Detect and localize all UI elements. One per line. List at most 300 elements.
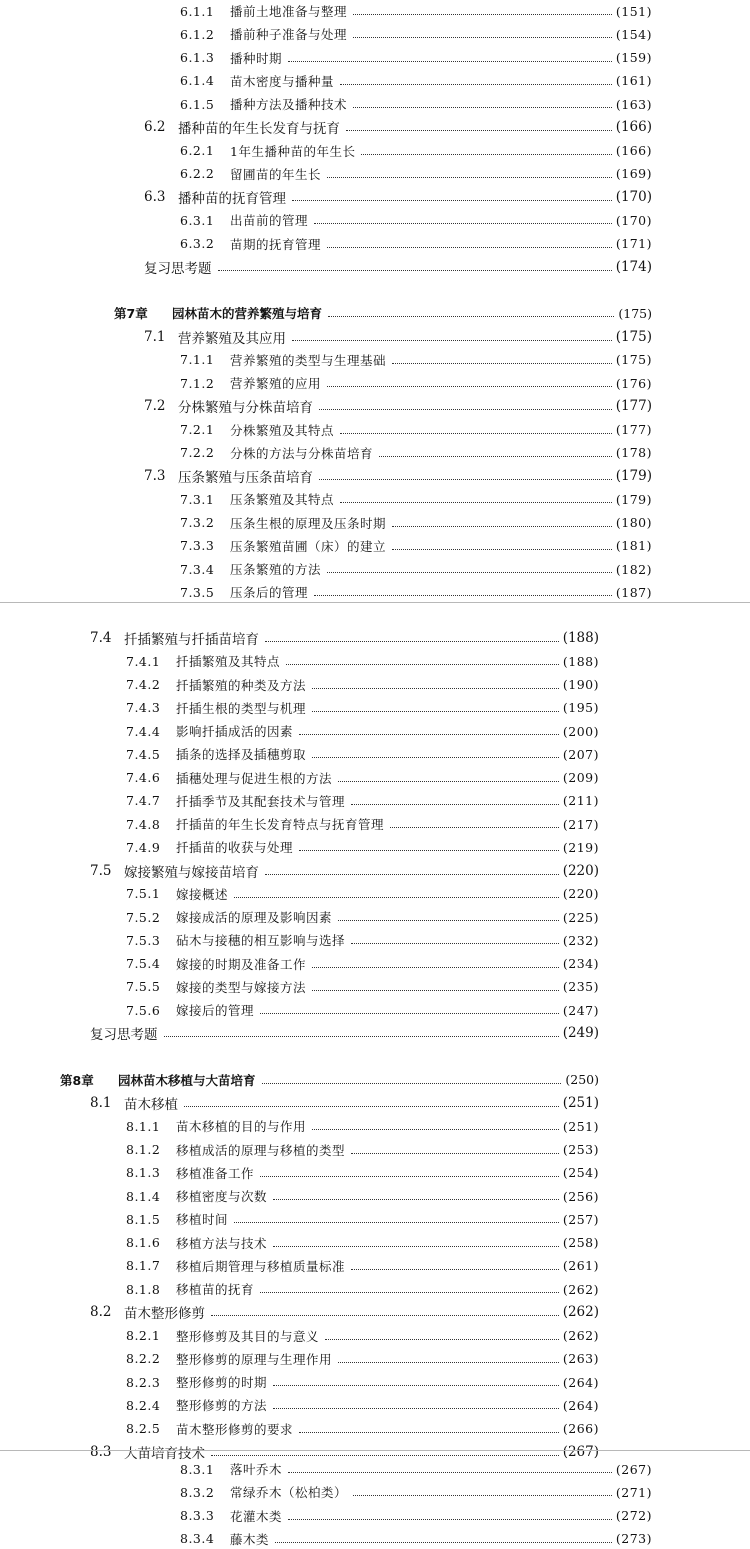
toc-section-entry[interactable]	[90, 1302, 599, 1322]
dot-leader	[327, 246, 612, 248]
toc-entry-page: (177)	[615, 422, 652, 437]
toc-entry-title: 移植成活的原理与移植的类型	[176, 1142, 346, 1158]
toc-entry-page: (178)	[615, 445, 652, 461]
toc-subsection-entry[interactable]	[126, 1326, 599, 1346]
dot-leader	[211, 1454, 559, 1456]
toc-entry-title: 扦插季节及其配套技术与管理	[176, 793, 346, 809]
toc-entry-number: 7.5.4	[126, 956, 161, 971]
toc-entry-page: (188)	[562, 653, 599, 669]
toc-entry-page: (264)	[562, 1374, 599, 1390]
toc-entry-page: (258)	[562, 1235, 599, 1250]
toc-section-entry[interactable]	[90, 861, 599, 881]
toc-entry-title: 分株的方法与分株苗培育	[230, 445, 374, 461]
toc-entry-page: (211)	[562, 793, 599, 809]
toc-entry-number: 8.1.8	[126, 1281, 161, 1297]
toc-entry-number: 7.1	[144, 328, 166, 345]
toc-subsection-entry[interactable]	[126, 768, 599, 788]
toc-entry-number: 7.3	[144, 468, 166, 484]
toc-entry-number: 8.3	[90, 1443, 112, 1460]
toc-entry-title: 苗木移植	[124, 1097, 178, 1113]
dot-leader	[351, 1268, 559, 1270]
dot-leader	[338, 780, 559, 782]
toc-entry-number: 6.2.1	[180, 143, 215, 158]
toc-review-entry[interactable]	[90, 1023, 599, 1043]
dot-leader	[346, 129, 612, 131]
dot-leader	[262, 1082, 562, 1084]
toc-entry-number: 8.2.3	[126, 1374, 161, 1390]
toc-subsection-entry[interactable]	[126, 1000, 599, 1020]
toc-entry-page: (190)	[562, 677, 599, 692]
toc-entry-title: 营养繁殖的应用	[230, 376, 322, 391]
toc-subsection-entry[interactable]	[180, 443, 652, 463]
toc-entry-page: (170)	[615, 212, 652, 228]
dot-leader	[292, 199, 612, 201]
dot-leader	[353, 106, 612, 108]
toc-entry-number: 8.1	[90, 1095, 112, 1111]
toc-section-entry[interactable]	[90, 1093, 599, 1113]
toc-entry-page: (256)	[562, 1188, 599, 1204]
toc-entry-title: 移植时间	[176, 1212, 229, 1228]
toc-entry-number: 7.3.2	[180, 515, 215, 530]
toc-subsection-entry[interactable]	[180, 24, 652, 44]
toc-entry-page: (254)	[562, 1165, 599, 1181]
toc-entry-number: 7.4.9	[126, 839, 161, 855]
toc-entry-title: 营养繁殖的类型与生理基础	[230, 352, 387, 368]
dot-leader	[340, 501, 612, 503]
toc-subsection-entry[interactable]	[180, 536, 652, 556]
toc-entry-title: 常绿乔木（松柏类）	[230, 1485, 348, 1501]
toc-entry-number: 7.2	[144, 398, 166, 415]
toc-entry-number: 7.3.3	[180, 538, 215, 554]
toc-entry-number: 8.2.5	[126, 1421, 161, 1436]
toc-entry-page: (263)	[562, 1351, 599, 1367]
toc-entry-page: (174)	[615, 258, 652, 275]
dot-leader	[312, 1128, 559, 1130]
toc-entry-number: 6.2	[144, 119, 166, 136]
toc-entry-page: (232)	[562, 932, 599, 948]
toc-entry-title: 移植方法与技术	[176, 1235, 268, 1251]
toc-entry-title: 藤木类	[230, 1531, 270, 1547]
dot-leader	[312, 756, 559, 758]
toc-entry-number: 8.2.2	[126, 1351, 161, 1367]
dot-leader	[312, 710, 559, 712]
dot-leader	[260, 1175, 559, 1177]
page-divider	[0, 1450, 750, 1451]
toc-subsection-entry[interactable]	[126, 954, 599, 974]
toc-entry-number: 8.2.1	[126, 1328, 161, 1343]
toc-entry-title: 嫁接的时期及准备工作	[176, 956, 307, 972]
toc-entry-page: (261)	[562, 1258, 599, 1274]
dot-leader	[265, 640, 559, 642]
toc-subsection-entry[interactable]	[180, 141, 652, 161]
dot-leader	[319, 478, 612, 480]
toc-subsection-entry[interactable]	[126, 1256, 599, 1276]
dot-leader	[312, 989, 559, 991]
toc-entry-title: 扦插繁殖与扦插苗培育	[124, 632, 259, 648]
toc-entry-page: (257)	[562, 1211, 599, 1227]
dot-leader	[392, 548, 612, 550]
toc-subsection-entry[interactable]	[126, 1372, 599, 1392]
toc-entry-number: 6.1.4	[180, 73, 215, 89]
toc-entry-page: (175)	[618, 305, 652, 321]
toc-entry-title: 落叶乔木	[230, 1462, 283, 1477]
toc-entry-number: 6.1.3	[180, 50, 215, 65]
toc-subsection-entry[interactable]	[126, 837, 599, 857]
toc-entry-number: 7.5.6	[126, 1002, 161, 1018]
toc-entry-number: 7.4.8	[126, 816, 161, 832]
toc-subsection-entry[interactable]	[180, 210, 652, 230]
toc-entry-page: (179)	[615, 491, 652, 507]
dot-leader	[292, 339, 612, 341]
dot-leader	[340, 83, 612, 85]
toc-entry-page: (207)	[562, 746, 599, 762]
toc-entry-title: 苗期的抚育管理	[230, 236, 322, 252]
toc-entry-title: 花灌木类	[230, 1508, 283, 1524]
toc-entry-title: 移植苗的抚育	[176, 1282, 255, 1297]
dot-leader	[325, 1338, 559, 1340]
dot-leader	[351, 803, 559, 805]
toc-entry-number: 8.1.7	[126, 1258, 161, 1274]
toc-entry-title: 园林苗木移植与大苗培育	[118, 1072, 256, 1088]
toc-entry-title: 播前种子准备与处理	[230, 27, 348, 43]
toc-entry-title: 扦插繁殖及其特点	[176, 654, 281, 670]
toc-entry-title: 压条繁殖的方法	[230, 562, 322, 577]
toc-entry-number: 8.3.2	[180, 1484, 215, 1500]
toc-entry-title: 园林苗木的营养繁殖与培育	[172, 306, 323, 322]
toc-entry-page: (251)	[562, 1095, 599, 1111]
toc-entry-title: 嫁接概述	[176, 886, 229, 902]
toc-entry-page: (151)	[615, 3, 652, 19]
toc-entry-number: 8.1.4	[126, 1188, 161, 1204]
toc-entry-title: 嫁接后的管理	[176, 1003, 255, 1018]
toc-subsection-entry[interactable]	[126, 1116, 599, 1136]
toc-entry-number: 8.2	[90, 1304, 112, 1321]
toc-entry-title: 留圃苗的年生长	[230, 166, 322, 182]
toc-section-entry[interactable]	[144, 466, 652, 486]
toc-subsection-entry[interactable]	[126, 1163, 599, 1183]
dot-leader	[353, 36, 612, 38]
toc-subsection-entry[interactable]	[126, 744, 599, 764]
toc-subsection-entry[interactable]	[180, 420, 652, 440]
dot-leader	[327, 176, 612, 178]
dot-leader	[164, 1035, 559, 1037]
toc-entry-page: (271)	[615, 1484, 652, 1500]
toc-subsection-entry[interactable]	[126, 1395, 599, 1415]
dot-leader	[286, 663, 559, 665]
dot-leader	[312, 687, 559, 689]
toc-entry-number: 7.3.4	[180, 561, 215, 577]
toc-subsection-entry[interactable]	[180, 164, 652, 184]
toc-subsection-entry[interactable]	[180, 373, 652, 393]
toc-entry-page: (273)	[615, 1531, 652, 1547]
toc-entry-page: (220)	[562, 862, 599, 879]
toc-entry-title: 插穗处理与促进生根的方法	[176, 770, 333, 786]
dot-leader	[340, 432, 612, 434]
toc-section-entry[interactable]	[144, 117, 652, 137]
toc-entry-title: 整形修剪的方法	[176, 1398, 268, 1414]
toc-entry-page: (249)	[562, 1025, 599, 1042]
toc-entry-number: 7.4.4	[126, 723, 161, 739]
toc-entry-number: 6.2.2	[180, 166, 215, 182]
toc-entry-page: (177)	[615, 398, 652, 415]
dot-leader	[319, 408, 612, 410]
dot-leader	[351, 942, 559, 944]
toc-entry-page: (175)	[615, 352, 652, 368]
toc-subsection-entry[interactable]	[126, 977, 599, 997]
dot-leader	[314, 594, 612, 596]
toc-subsection-entry[interactable]	[180, 582, 652, 602]
toc-subsection-entry[interactable]	[126, 1349, 599, 1369]
toc-chapter-entry[interactable]	[60, 1070, 599, 1090]
toc-entry-title: 复习思考题	[144, 260, 212, 277]
toc-entry-page: (235)	[562, 979, 599, 995]
toc-entry-number: 7.4	[90, 630, 112, 646]
toc-entry-page: (272)	[615, 1508, 652, 1523]
dot-leader	[390, 826, 559, 828]
toc-subsection-entry[interactable]	[180, 1482, 652, 1502]
dot-leader	[312, 966, 559, 968]
toc-entry-title: 播种苗的抚育管理	[178, 191, 286, 207]
toc-entry-title: 苗木密度与播种量	[230, 73, 335, 89]
toc-entry-title: 扦插苗的收获与处理	[176, 840, 294, 856]
dot-leader	[273, 1245, 559, 1247]
dot-leader	[288, 1471, 612, 1473]
toc-entry-number: 7.4.6	[126, 770, 161, 785]
dot-leader	[260, 1012, 559, 1014]
toc-entry-page: (251)	[562, 1118, 599, 1134]
toc-entry-page: (180)	[615, 515, 652, 530]
toc-entry-page: (170)	[615, 189, 652, 205]
toc-entry-page: (179)	[615, 468, 652, 484]
toc-subsection-entry[interactable]	[126, 1233, 599, 1253]
toc-entry-page: (163)	[615, 96, 652, 112]
dot-leader	[299, 1431, 559, 1433]
toc-entry-page: (175)	[615, 328, 652, 345]
toc-entry-number: 7.3.5	[180, 584, 215, 600]
toc-entry-page: (195)	[562, 700, 599, 716]
toc-entry-number: 7.5.5	[126, 979, 161, 995]
toc-entry-page: (182)	[615, 561, 652, 577]
toc-entry-number: 6.3.2	[180, 236, 215, 251]
toc-entry-number: 6.1.2	[180, 26, 215, 42]
dot-leader	[260, 1291, 559, 1293]
toc-entry-page: (247)	[562, 1002, 599, 1018]
toc-subsection-entry[interactable]	[126, 721, 599, 741]
toc-entry-number: 7.5.1	[126, 886, 161, 902]
toc-entry-number: 7.4.5	[126, 746, 161, 762]
toc-entry-title: 播种苗的年生长发育与抚育	[178, 121, 340, 138]
toc-entry-number: 第8章	[60, 1072, 94, 1088]
dot-leader	[328, 315, 614, 317]
toc-entry-number: 7.5	[90, 862, 112, 879]
toc-entry-number: 7.5.3	[126, 932, 161, 948]
toc-entry-title: 大苗培育技术	[124, 1445, 205, 1462]
toc-entry-title: 复习思考题	[90, 1027, 158, 1044]
toc-entry-title: 压条繁殖苗圃（床）的建立	[230, 538, 387, 554]
toc-subsection-entry[interactable]	[180, 513, 652, 533]
toc-entry-number: 7.4.2	[126, 677, 161, 692]
toc-entry-page: (267)	[615, 1461, 652, 1477]
toc-entry-title: 嫁接成活的原理及影响因素	[176, 910, 333, 925]
toc-entry-page: (166)	[615, 119, 652, 136]
dot-leader	[299, 849, 559, 851]
toc-entry-page: (176)	[615, 375, 652, 391]
toc-entry-number: 6.3.1	[180, 212, 215, 228]
toc-subsection-entry[interactable]	[126, 1186, 599, 1206]
toc-entry-number: 8.3.3	[180, 1508, 215, 1523]
toc-entry-title: 1年生播种苗的年生长	[230, 143, 356, 159]
toc-entry-title: 砧木与接穗的相互影响与选择	[176, 933, 346, 949]
toc-entry-number: 8.1.1	[126, 1118, 161, 1134]
toc-entry-number: 7.5.2	[126, 909, 161, 925]
toc-entry-title: 压条繁殖与压条苗培育	[178, 470, 313, 486]
toc-subsection-entry[interactable]	[180, 350, 652, 370]
toc-entry-page: (200)	[562, 723, 599, 739]
toc-entry-number: 7.4.3	[126, 700, 161, 716]
toc-entry-number: 7.3.1	[180, 491, 215, 507]
dot-leader	[275, 1541, 612, 1543]
toc-subsection-entry[interactable]	[126, 1279, 599, 1299]
toc-section-entry[interactable]	[144, 187, 652, 207]
toc-entry-page: (154)	[615, 26, 652, 42]
toc-entry-page: (266)	[562, 1421, 599, 1436]
toc-entry-page: (262)	[562, 1328, 599, 1343]
toc-entry-title: 移植密度与次数	[176, 1189, 268, 1204]
dot-leader	[353, 1494, 612, 1496]
toc-entry-number: 8.1.3	[126, 1165, 161, 1181]
toc-entry-title: 扦插生根的类型与机理	[176, 700, 307, 716]
toc-entry-page: (262)	[562, 1281, 599, 1297]
toc-entry-page: (250)	[565, 1072, 599, 1088]
toc-entry-page: (161)	[615, 73, 652, 89]
toc-entry-title: 扦插苗的年生长发育特点与抚育管理	[176, 817, 385, 832]
toc-entry-number: 8.2.4	[126, 1397, 161, 1413]
dot-leader	[288, 60, 612, 62]
toc-entry-title: 移植后期管理与移植质量标准	[176, 1258, 346, 1274]
toc-entry-page: (217)	[562, 816, 599, 832]
dot-leader	[361, 153, 611, 155]
toc-entry-number: 6.3	[144, 189, 166, 205]
toc-entry-title: 嫁接的类型与嫁接方法	[176, 979, 307, 995]
toc-entry-number: 7.4.7	[126, 793, 161, 809]
toc-subsection-entry[interactable]	[126, 884, 599, 904]
toc-subsection-entry[interactable]	[180, 71, 652, 91]
toc-entry-title: 分株繁殖与分株苗培育	[178, 400, 313, 417]
toc-entry-title: 压条后的管理	[230, 585, 309, 601]
toc-entry-page: (159)	[615, 50, 652, 65]
toc-entry-number: 7.1.1	[180, 352, 215, 368]
toc-entry-page: (267)	[562, 1443, 599, 1460]
toc-subsection-entry[interactable]	[126, 1140, 599, 1160]
toc-subsection-entry[interactable]	[126, 651, 599, 671]
toc-entry-number: 8.1.6	[126, 1235, 161, 1250]
toc-entry-page: (220)	[562, 886, 599, 902]
toc-entry-page: (169)	[615, 166, 652, 182]
dot-leader	[392, 525, 612, 527]
toc-entry-title: 播种方法及播种技术	[230, 97, 348, 112]
dot-leader	[288, 1518, 612, 1520]
toc-entry-title: 嫁接繁殖与嫁接苗培育	[124, 864, 259, 881]
dot-leader	[218, 269, 612, 271]
toc-review-entry[interactable]	[144, 257, 652, 277]
toc-entry-number: 8.1.2	[126, 1142, 161, 1157]
toc-entry-page: (253)	[562, 1142, 599, 1157]
toc-subsection-entry[interactable]	[180, 1506, 652, 1526]
toc-entry-page: (166)	[615, 143, 652, 158]
toc-entry-title: 播前土地准备与整理	[230, 4, 348, 19]
dot-leader	[353, 13, 612, 15]
toc-subsection-entry[interactable]	[126, 791, 599, 811]
dot-leader	[338, 1361, 559, 1363]
toc-subsection-entry[interactable]	[180, 559, 652, 579]
toc-entry-number: 7.4.1	[126, 653, 161, 669]
dot-leader	[211, 1314, 559, 1316]
toc-subsection-entry[interactable]	[126, 907, 599, 927]
toc-subsection-entry[interactable]	[126, 930, 599, 950]
toc-chapter-entry[interactable]	[114, 303, 652, 323]
toc-entry-title: 整形修剪的原理与生理作用	[176, 1351, 333, 1367]
dot-leader	[314, 222, 612, 224]
toc-subsection-entry[interactable]	[126, 698, 599, 718]
toc-entry-title: 扦插繁殖的种类及方法	[176, 677, 307, 693]
toc-entry-title: 苗木整形修剪	[124, 1306, 205, 1323]
toc-entry-title: 影响扦插成活的因素	[176, 724, 294, 739]
toc-entry-title: 播种时期	[230, 50, 283, 66]
toc-entry-title: 压条生根的原理及压条时期	[230, 515, 387, 531]
toc-section-entry[interactable]	[90, 628, 599, 648]
dot-leader	[184, 1105, 559, 1107]
toc-subsection-entry[interactable]	[180, 489, 652, 509]
toc-entry-page: (262)	[562, 1304, 599, 1321]
dot-leader	[265, 873, 559, 875]
dot-leader	[327, 385, 612, 387]
toc-subsection-entry[interactable]	[180, 48, 652, 68]
dot-leader	[338, 919, 559, 921]
toc-entry-page: (181)	[615, 538, 652, 554]
toc-entry-number: 7.1.2	[180, 375, 215, 391]
dot-leader	[392, 362, 612, 364]
dot-leader	[234, 1221, 559, 1223]
toc-subsection-entry[interactable]	[180, 1, 652, 21]
toc-subsection-entry[interactable]	[126, 814, 599, 834]
toc-subsection-entry[interactable]	[180, 94, 652, 114]
toc-entry-number: 第7章	[114, 306, 148, 322]
toc-section-entry[interactable]	[144, 327, 652, 347]
dot-leader	[273, 1384, 559, 1386]
toc-entry-title: 苗木整形修剪的要求	[176, 1421, 294, 1437]
toc-entry-number: 6.1.1	[180, 3, 215, 19]
toc-entry-title: 插条的选择及插穗剪取	[176, 747, 307, 763]
toc-subsection-entry[interactable]	[126, 1419, 599, 1439]
dot-leader	[273, 1198, 559, 1200]
toc-entry-number: 7.2.2	[180, 445, 215, 461]
toc-subsection-entry[interactable]	[180, 234, 652, 254]
toc-entry-number: 7.2.1	[180, 422, 215, 437]
toc-entry-title: 出苗前的管理	[230, 213, 309, 229]
dot-leader	[273, 1407, 559, 1409]
dot-leader	[327, 571, 612, 573]
toc-subsection-entry[interactable]	[126, 675, 599, 695]
toc-entry-title: 营养繁殖及其应用	[178, 330, 286, 347]
toc-entry-page: (264)	[562, 1397, 599, 1413]
toc-subsection-entry[interactable]	[180, 1459, 652, 1479]
toc-section-entry[interactable]	[144, 396, 652, 416]
dot-leader	[234, 896, 559, 898]
toc-subsection-entry[interactable]	[126, 1209, 599, 1229]
toc-entry-number: 6.1.5	[180, 96, 215, 112]
toc-entry-number: 8.3.4	[180, 1531, 215, 1547]
toc-entry-title: 整形修剪及其目的与意义	[176, 1328, 320, 1344]
